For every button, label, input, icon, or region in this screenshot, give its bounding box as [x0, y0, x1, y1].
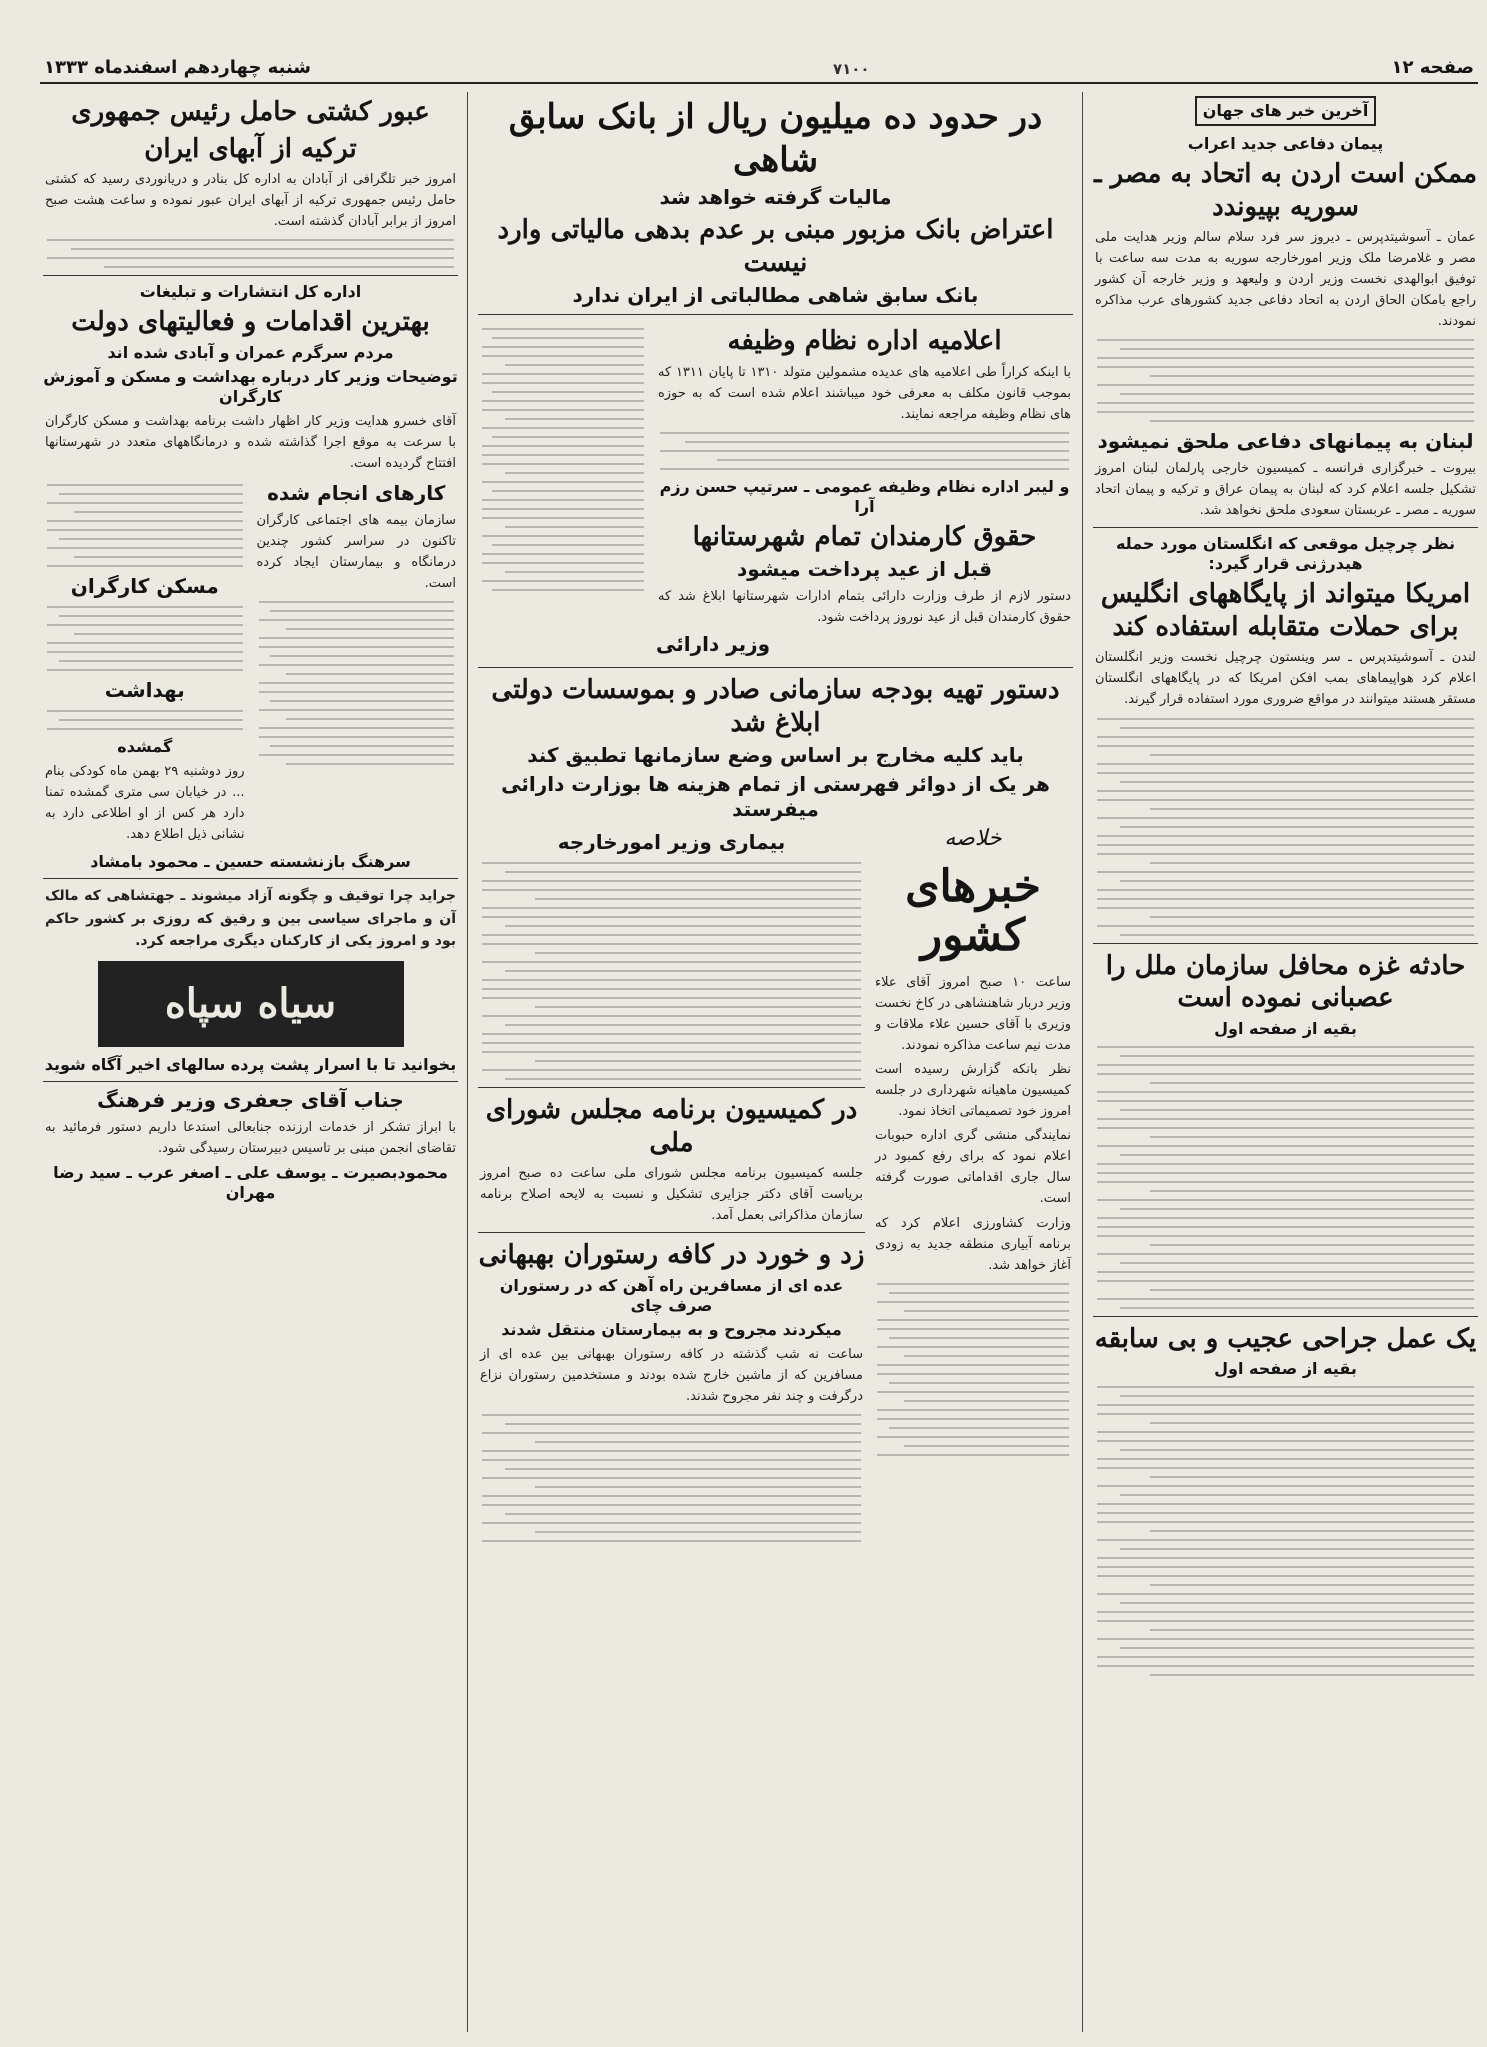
column-rule [467, 92, 468, 2032]
news-item: نمایندگی منشی گری اداره حبوبات اعلام نمود که برای رفع کمبود در سال جاری اقداماتی صورت گرفته است. [875, 1128, 1071, 1207]
budget-headline: دستور تهیه بودجه سازمانی صادر و بموسسات دولتی ابلاغ شد [491, 675, 1060, 738]
budget-subheadline: باید کلیه مخارج بر اساس وضع سازمانها تطبیق کند [527, 743, 1024, 768]
gov-body: آقای خسرو هدایت وزیر کار اظهار داشت برنامه بهداشت و مسکن کارگران با سرعت به موقع اجرا گذاشته شده و درمانگاههای متعدد در شهرستانها افتتاح گردیده است. [45, 413, 456, 471]
article-kicker: بقیه از صفحه اول [1214, 1018, 1357, 1038]
article-kicker: بقیه از صفحه اول [1214, 1359, 1357, 1379]
text-lines [482, 328, 644, 591]
fight-headline: زد و خورد در کافه رستوران بهبهانی [478, 1240, 865, 1271]
health-title: بهداشت [104, 677, 185, 702]
article-body: بیروت ـ خبرگزاری فرانسه ـ کمیسیون خارجی پارلمان لبنان امروز تشکیل جلسه اعلام کرد که لبنان به پیمان عراق و ترکیه و پیمان اتحاد سوریه ـ مصر ـ عربستان سعودی ملحق نخواهد شد. [1095, 461, 1476, 519]
text-lines [47, 484, 243, 567]
text-lines [47, 606, 243, 671]
turkey-headline: عبور کشتی حامل رئیس جمهوری [71, 97, 430, 127]
story-kicker: و لیبر اداره نظام وظیفه عمومی ـ سرتیپ حسن رزم آرا [659, 476, 1070, 516]
gov-subheadline: مردم سرگرم عمران و آبادی شده اند [107, 342, 394, 362]
thanks-headline: جناب آقای جعفری وزیر فرهنگ [97, 1087, 404, 1112]
main-subheadline: اعتراض بانک مزبور مبنی بر عدم بدهی مالیاتی وارد نیست [497, 215, 1054, 278]
housing-title: مسکن کارگران [70, 573, 219, 598]
department-label: اداره کل انتشارات و تبلیغات [139, 282, 362, 302]
text-lines [660, 432, 1069, 470]
notice-body: با اینکه کراراً طی اعلامیه های عدیده مشمولین متولد ۱۳۱۰ تا پایان ۱۳۱۱ که بموجب قانون مکلف به معرفی خود میباشند اعلام شده است که به حوزه های نظام وظیفه مراجعه نمایند. [658, 364, 1072, 422]
article-headline: یک عمل جراحی عجیب و بی سابقه [1094, 1323, 1477, 1354]
turkey-headline: ترکیه از آبهای ایران [144, 133, 357, 164]
text-lines [877, 1283, 1069, 1456]
text-lines [47, 239, 454, 268]
text-lines [47, 710, 243, 730]
fight-subheadline: میکردند مجروح و به بیمارستان منتقل شدند [501, 1319, 842, 1339]
news-summary-kicker: خلاصه [944, 826, 1002, 852]
ad-caption: بخوانید تا با اسرار پشت پرده سالهای اخیر آگاه شوید [44, 1054, 457, 1074]
gov-headline: بهترین اقدامات و فعالیتهای دولت [71, 307, 430, 338]
advertisement-logo: سیاه سپاه [98, 961, 404, 1047]
newspaper-page [40, 22, 1478, 2032]
column-domestic [478, 92, 1073, 2032]
majlis-body: جلسه کمیسیون برنامه مجلس شورای ملی ساعت ده صبح امروز بریاست آقای دکتر جزایری تشکیل و نسبت به لایحه اصلاح برنامه سازمان مذاکراتی بعمل آمد. [480, 1166, 863, 1224]
article-body: عمان ـ آسوشیتدپرس ـ دیروز سر فرد سلام سالم وزیر هدایت ملی مصر و غلامرضا ملک وزیر امورخارجه سوریه به مدت سه ساعت با توفیق ابوالهدی نخست وزیر اردن و ولیعهد و وزیر خارجه آن کشور راجع بامکان الحاق اردن به اتحاد دفاعی جدید کشورهای عرب مذاکره نمودند. [1095, 230, 1476, 330]
article-headline: حادثه غزه محافل سازمان ملل را عصبانی نموده است [1105, 950, 1466, 1014]
black-notice: جراید چرا توقیف و چگونه آزاد میشوند ـ جهتشاهی که مالک آن و ماجرای سیاسی بین و رفیق که روزی بر کشور حاکم بود و امروز یکی از کارکنان دیگری مراجعه کرد. [45, 887, 456, 950]
article-headline: لبنان به پیمانهای دفاعی ملحق نمیشود [1097, 429, 1474, 454]
news-item: ساعت ۱۰ صبح امروز آقای علاء وزیر دربار شاهنشاهی در کاخ نخست وزیری با آقای حسین علاء ملاقات و مدت نیم ساعت مذاکره نمودند. [875, 975, 1071, 1054]
news-item: وزارت کشاورزی اعلام کرد که برنامه آبیاری منطقه جدید به زودی آغاز خواهد شد. [875, 1215, 1071, 1273]
article-kicker: پیمان دفاعی جدید اعراب [1187, 134, 1384, 153]
lost-signature: سرهنگ بازنشسته حسین ـ محمود بامشاد [90, 851, 411, 871]
minister-title: بیماری وزیر امورخارجه [557, 830, 786, 855]
text-lines [259, 601, 455, 765]
thanks-body: با ابراز تشکر از خدمات ارزنده جنابعالی استدعا داریم دستور فرمائید به تقاضای انجمن مبنی بر تاسیس دبیرستان رسیدگی شود. [45, 1119, 456, 1157]
story-subheadline: قبل از عید پرداخت میشود [736, 557, 993, 582]
story-headline: حقوق کارمندان تمام شهرستانها [692, 521, 1037, 552]
column-rule [1082, 92, 1083, 2032]
world-news-box-title: آخرین خبر های جهان [1195, 96, 1377, 126]
works-body: سازمان بیمه های اجتماعی کارگران تاکنون در سراسر کشور چندین درمانگاه و بیمارستان ایجاد کرده است. [256, 512, 456, 591]
text-lines [482, 1414, 861, 1542]
news-summary-title: خبرهای کشور [905, 861, 1041, 961]
issue-date: شنبه چهاردهم اسفندماه ۱۳۳۳ [44, 57, 311, 78]
lost-title: گمشده [117, 736, 173, 756]
text-lines [1097, 1046, 1474, 1309]
text-lines [1097, 718, 1474, 936]
works-title: کارهای انجام شده [267, 480, 446, 505]
center-mark: ۷۱۰۰ [832, 60, 870, 78]
text-lines [482, 862, 861, 1080]
news-item: نظر بانکه گزارش رسیده است کمیسیون ماهیانه شهرداری در جلسه امروز خود تصمیماتی اتخاذ نمود. [875, 1062, 1071, 1120]
column-world-news [1093, 92, 1478, 2032]
thanks-signature: محمودبصیرت ـ یوسف علی ـ اصغر عرب ـ سید رضا مهران [53, 1163, 448, 1203]
fight-body: ساعت نه شب گذشته در کافه رستوران بهبهانی بین عده ای از مسافرین که از ماشین خارج شده بودند و مستخدمین رستوران نزاع درگرفت و چند نفر مجروح شدند. [480, 1346, 863, 1404]
text-lines [1097, 339, 1474, 422]
story-signature: وزیر دارائی [656, 632, 771, 657]
page-header [40, 32, 1478, 84]
page-number: صفحه ۱۲ [1391, 57, 1474, 78]
text-lines [1097, 1386, 1474, 1676]
article-body: لندن ـ آسوشیتدپرس ـ سر وینستون چرچیل نخست وزیر انگلستان اعلام کرد هواپیماهای بمب افکن امریکا که در پایگاههای انگلستان مستقر هستند میتوانند در مواقع ضروری مورد استفاده قرار گیرند. [1095, 650, 1476, 708]
notice-title: اعلامیه اداره نظام وظیفه [727, 326, 1002, 356]
article-headline: امریکا میتواند از پایگاههای انگلیس برای حملات متقابله استفاده کند [1100, 579, 1471, 642]
lost-body: روز دوشنبه ۲۹ بهمن ماه کودکی بنام ... در خیابان سی متری گمشده تمنا دارد هر کس از او اطلاعی دارد به نشانی ذیل اطلاع دهد. [45, 763, 245, 842]
article-headline: ممکن است اردن به اتحاد به مصر ـ سوریه بپیوندد [1094, 159, 1477, 222]
budget-subheadline: هر یک از دوائر فهرستی از تمام هزینه ها بوزارت دارائی میفرستد [501, 772, 1050, 822]
column-government [43, 92, 458, 2032]
main-headline: در حدود ده میلیون ریال از بانک سابق شاهی [508, 97, 1043, 180]
main-subheadline: بانک سابق شاهی مطالباتی از ایران ندارد [572, 283, 979, 307]
story-body: دستور لازم از طرف وزارت دارائی بتمام ادارات شهرستانها ابلاغ شد که حقوق کارمندان قبل از عید نوروز پرداخت شود. [658, 589, 1071, 626]
gov-kicker: توضیحات وزیر کار درباره بهداشت و مسکن و آموزش کارگران [43, 366, 458, 406]
article-kicker: نظر چرچیل موقعی که انگلستان مورد حمله هیدرژنی قرار گیرد: [1115, 534, 1456, 574]
fight-subheadline: عده ای از مسافرین راه آهن که در رستوران صرف چای [499, 1275, 844, 1315]
turkey-body: امروز خبر تلگرافی از آبادان به اداره کل بنادر و دریانوردی رسید که کشتی حامل رئیس جمهوری ترکیه از آبهای ایران عبور نموده و ساعت هشت صبح امروز از برابر آبادان گذشته است. [45, 172, 456, 230]
main-subheadline: مالیات گرفته خواهد شد [659, 185, 892, 209]
majlis-headline: در کمیسیون برنامه مجلس شورای ملی [485, 1095, 858, 1158]
